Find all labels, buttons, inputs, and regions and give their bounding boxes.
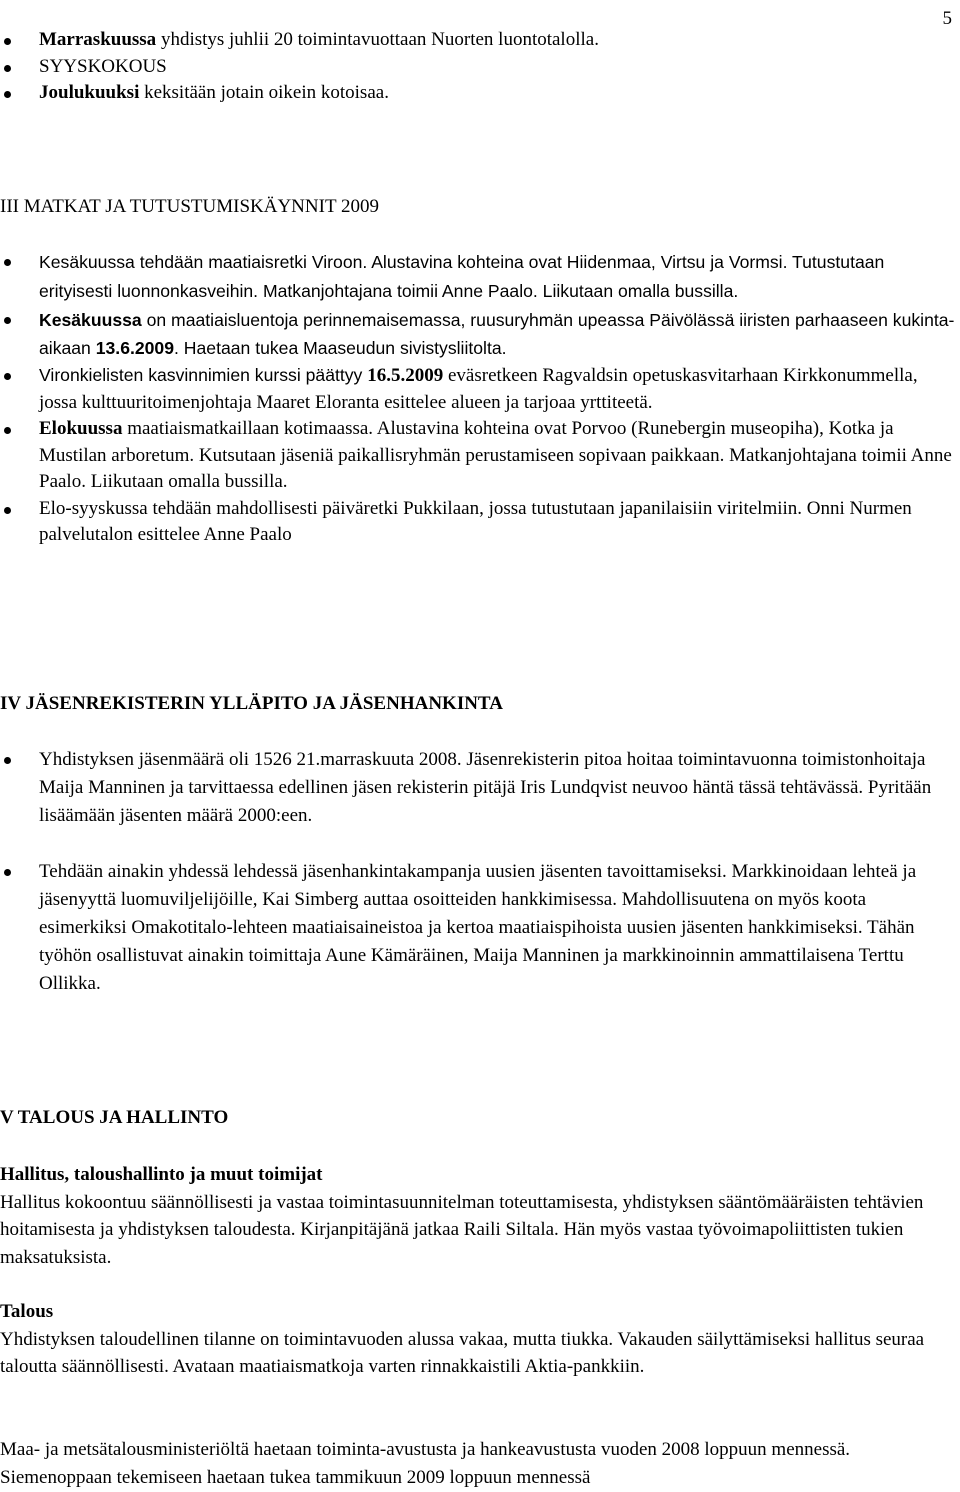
paragraph: Yhdistyksen taloudellinen tilanne on toimintavuoden alussa vakaa, mutta tiukka. Vakauden säilyttämiseksi hallitus seuraa taloutta säännöllisesti. Avataan maatiaismatkoja varten rinnakkaistili Aktia-pankkiin. (0, 1328, 925, 1377)
section-title-jasenrekisteri: IV JÄSENREKISTERIN YLLÄPITO JA JÄSENHANKINTA (0, 693, 503, 714)
subsection-talous (0, 1299, 955, 1381)
item-text: SYYSKOKOUS (39, 55, 167, 77)
item-text: Vironkielisten kasvinnimien kurssi päättyy (39, 365, 368, 385)
list-item (0, 416, 955, 496)
item-bold: Marraskuussa (39, 29, 157, 50)
item-text: eväsretkeen Ragvaldsin opetuskasvitarhaan Kirkkonummella, jossa kulttuuritoimenjohtaja Maaret Eloranta esittelee alueen ja tarjoaa yrttiteetä. (39, 365, 918, 413)
section3-list (0, 248, 955, 549)
section-title-talous: V TALOUS JA HALLINTO (0, 1107, 229, 1128)
section4-list (0, 746, 955, 830)
list-item (0, 306, 955, 362)
item-text: Yhdistyksen jäsenmäärä oli 1526 21.marraskuuta 2008. Jäsenrekisterin pitoa hoitaa toimintavuonna toimistonhoitaja Maija Manninen ja tarvittaessa edellinen jäsen rekisterin pitäjä Iris Lundqvist neuvoo häntä tässä tehtävässä. Pyritään lisäämään jäsenten määrä 2000:een. (39, 749, 932, 826)
list-item (0, 362, 955, 416)
list-item (0, 27, 955, 54)
item-bold: 13.6.2009 (95, 338, 175, 358)
page-number: 5 (942, 8, 952, 29)
list-item (0, 496, 955, 549)
item-text: yhdistys juhlii 20 toimintavuottaan Nuorten luontotalolla. (156, 29, 599, 50)
list-item (0, 80, 955, 107)
section-title-matkat: III MATKAT JA TUTUSTUMISKÄYNNIT 2009 (0, 196, 379, 217)
subsection-title: Hallitus, taloushallinto ja muut toimijat (0, 1164, 323, 1185)
list-item (0, 746, 955, 830)
subsection-hallitus (0, 1162, 955, 1271)
paragraph: Hallitus kokoontuu säännöllisesti ja vastaa toimintasuunnitelman toteuttamisesta, yhdistyksen sääntömääräisten tehtävien hoitamisesta ja yhdistyksen taloudesta. Kirjanpitäjänä jatkaa Raili Siltala. Hän myös vastaa työvoimapoliittisten tukien maksatuksista. (0, 1191, 924, 1268)
item-bold: Elokuussa (39, 418, 123, 439)
subsection-title: Talous (0, 1301, 54, 1322)
item-text: keksitään jotain oikein kotoisaa. (139, 82, 389, 103)
paragraph: Maa- ja metsätalousministeriöltä haetaan toiminta-avustusta ja hankeavustusta vuoden 2008 loppuun mennessä. Siemenoppaan tekemiseen haetaan tukea tammikuun 2009 loppuun mennessä (0, 1439, 851, 1488)
item-text: Kesäkuussa tehdään maatiaisretki Viroon. Alustavina kohteina ovat Hiidenmaa, Virtsu ja Vormsi. Tutustutaan erityisesti luonnonkasveihin. Matkanjohtajana toimii Anne Paalo. Liikutaan omalla bussilla. (39, 252, 885, 301)
list-item (0, 54, 955, 81)
paragraph-avustus (0, 1436, 955, 1491)
item-bold: Kesäkuussa (39, 310, 142, 330)
item-text: Tehdään ainakin yhdessä lehdessä jäsenhankintakampanja uusien jäsenten tavoittamiseksi. Markkinoidaan lehteä ja jäsenyyttä luomuviljelijöille, Kai Simberg auttaa osoitteiden hankkimisessa. Mahdollisuutena on myös koota esimerkiksi Omakotitalo-lehteen maatiaisaineistoa ja kertoa maatiaispihoista uusien jäsenten hankkimiseksi. Tähän työhön osallistuvat ainakin toimittaja Aune Kämäräinen, Maija Manninen ja markkinoinnin ammattilaisena Terttu Ollikka. (39, 861, 917, 994)
item-text: on maatiaisluentoja perinnemaisemassa, ruusuryhmän upeassa Päivölässä iiristen parhaaseen kukinta-aikaan (39, 310, 955, 358)
top-list (0, 27, 955, 107)
section4-list-2 (0, 858, 955, 998)
list-item (0, 248, 955, 306)
list-item (0, 858, 955, 998)
item-text: Elo-syyskussa tehdään mahdollisesti päiväretki Pukkilaan, jossa tutustutaan japanilaisiin viritelmiin. Onni Nurmen palvelutalon esittelee Anne Paalo (39, 497, 912, 545)
item-text: maatiaismatkaillaan kotimaassa. Alustavina kohteina ovat Porvoo (Runebergin museopiha), Kotka ja Mustilan arboretum. Kutsutaan jäseniä paikallisryhmän perustamiseen sopivaan paikkaan. Matkanjohtajana toimii Anne Paalo. Liikutaan omalla bussilla. (39, 418, 952, 492)
item-bold: 16.5.2009 (367, 365, 444, 386)
item-bold: Joulukuuksi (39, 82, 140, 103)
item-text: . Haetaan tukea Maaseudun sivistysliitolta. (174, 338, 507, 358)
